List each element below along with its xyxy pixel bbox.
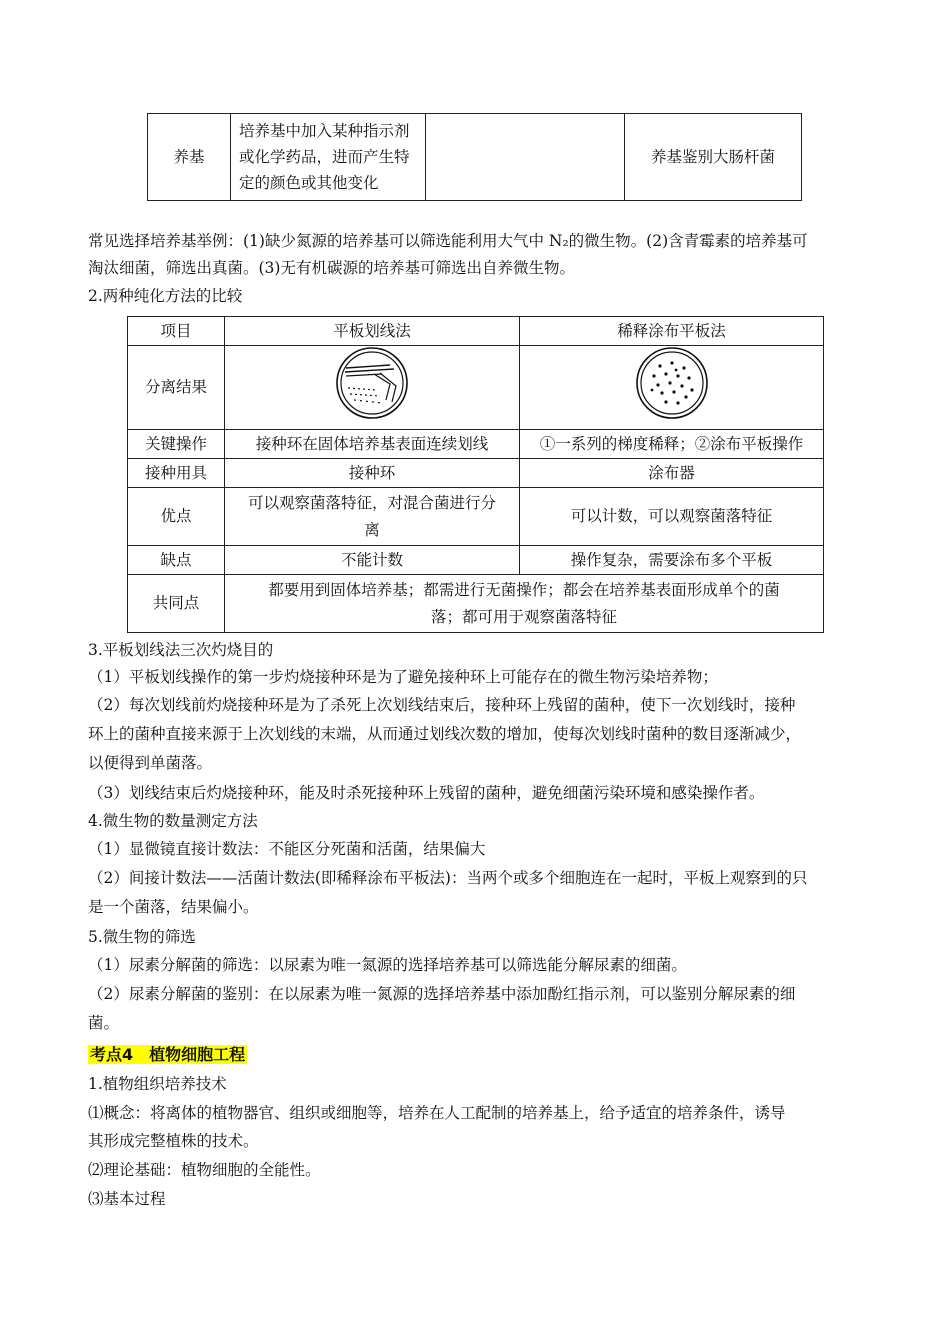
plant-title: 1.植物组织培养技术 xyxy=(88,1075,227,1093)
section4-title: 4.微生物的数量测定方法 xyxy=(88,812,258,830)
selective-line-1: 常见选择培养基举例：(1)缺少氮源的培养基可以筛选能利用大气中 N₂的微生物。(2)含青霉素的培养基可 xyxy=(88,232,808,250)
row-common-merged xyxy=(225,575,824,633)
principle-line-3: 定的颜色或其他变化 xyxy=(239,174,379,192)
streak-plate-image xyxy=(225,346,520,430)
top-table-cell-name: 养基 xyxy=(148,114,231,201)
principle-line-2: 或化学药品，进而产生特 xyxy=(239,148,410,166)
section5-p1: （1）尿素分解菌的筛选：以尿素为唯一氮源的选择培养基可以筛选能分解尿素的细菌。 xyxy=(88,956,687,974)
section4-p2-line-1: （2）间接计数法——活菌计数法(即稀释涂布平板法)：当两个或多个细胞连在一起时，平板上观察到的只 xyxy=(88,869,808,887)
plant-p1-line-1: ⑴概念：将离体的植物器官、组织或细胞等，培养在人工配制的培养基上，给予适宜的培养条件，诱导 xyxy=(88,1104,786,1122)
section3-p2-line-3: 以便得到单菌落。 xyxy=(88,754,213,772)
plant-p2: ⑵理论基础：植物细胞的全能性。 xyxy=(88,1161,321,1179)
spread-plate-image xyxy=(520,346,824,430)
kaodian4-heading: 考点4 植物细胞工程 xyxy=(90,1045,246,1064)
section2-title: 2.两种纯化方法的比较 xyxy=(88,287,243,305)
principle-line-1: 培养基中加入某种指示剂 xyxy=(239,122,410,140)
section3-p2-line-1: （2）每次划线前灼烧接种环是为了杀死上次划线结束后，接种环上残留的菌种，使下一次划线时，接种 xyxy=(88,696,796,714)
advantage-streak-line-2: 离 xyxy=(364,520,380,539)
row-tool-streak: 接种环 xyxy=(225,459,520,488)
row-operation-label: 关键操作 xyxy=(128,430,225,459)
row-disadvantage-streak: 不能计数 xyxy=(225,546,520,575)
row-disadvantage-label: 缺点 xyxy=(128,546,225,575)
top-table-cell-principle xyxy=(231,114,426,201)
row-tool-spread: 涂布器 xyxy=(520,459,824,488)
plant-p3: ⑶基本过程 xyxy=(88,1190,166,1208)
section3-title: 3.平板划线法三次灼烧目的 xyxy=(88,641,274,659)
common-line-1: 都要用到固体培养基；都需进行无菌操作；都会在培养基表面形成单个的菌 xyxy=(268,580,780,599)
row-advantage-spread: 可以计数，可以观察菌落特征 xyxy=(520,488,824,546)
compare-table xyxy=(127,316,824,633)
common-line-2: 落；都可用于观察菌落特征 xyxy=(430,607,617,626)
top-table-cell-example: 养基鉴别大肠杆菌 xyxy=(625,114,802,201)
section5-title: 5.微生物的筛选 xyxy=(88,928,196,946)
spread-plate-icon xyxy=(632,346,712,420)
header-streak: 平板划线法 xyxy=(225,317,520,346)
header-item: 项目 xyxy=(128,317,225,346)
row-operation-spread: ①一系列的梯度稀释；②涂布平板操作 xyxy=(520,430,824,459)
row-common-label: 共同点 xyxy=(128,575,225,633)
section4-p2-line-2: 是一个菌落，结果偏小。 xyxy=(88,898,259,916)
section3-p3: （3）划线结束后灼烧接种环，能及时杀死接种环上残留的菌种，避免细菌污染环境和感染操作者。 xyxy=(88,784,765,802)
kaodian4-heading-row xyxy=(88,1041,864,1069)
row-operation-streak: 接种环在固体培养基表面连续划线 xyxy=(225,430,520,459)
row-disadvantage-spread: 操作复杂，需要涂布多个平板 xyxy=(520,546,824,575)
header-spread: 稀释涂布平板法 xyxy=(520,317,824,346)
plant-p1-line-2: 其形成完整植株的技术。 xyxy=(88,1132,259,1150)
row-advantage-label: 优点 xyxy=(128,488,225,546)
row-tool-label: 接种用具 xyxy=(128,459,225,488)
row-advantage-streak xyxy=(225,488,520,546)
top-table-cell-empty xyxy=(426,114,625,201)
section3-p2-line-2: 环上的菌种直接来源于上次划线的末端，从而通过划线次数的增加，使每次划线时菌种的数目逐渐减少， xyxy=(88,725,802,743)
streak-plate-icon xyxy=(332,346,412,420)
section5-p2-line-2: 菌。 xyxy=(88,1014,120,1032)
top-table xyxy=(147,113,802,201)
row-result-label: 分离结果 xyxy=(128,346,225,430)
advantage-streak-line-1: 可以观察菌落特征，对混合菌进行分 xyxy=(247,493,496,512)
selective-line-2: 淘汰细菌，筛选出真菌。(3)无有机碳源的培养基可筛选出自养微生物。 xyxy=(88,259,575,277)
section4-p1: （1）显微镜直接计数法：不能区分死菌和活菌，结果偏大 xyxy=(88,840,486,858)
section3-p1: （1）平板划线操作的第一步灼烧接种环是为了避免接种环上可能存在的微生物污染培养物； xyxy=(88,668,718,686)
section5-p2-line-1: （2）尿素分解菌的鉴别：在以尿素为唯一氮源的选择培养基中添加酚红指示剂，可以鉴别分解尿素的细 xyxy=(88,985,796,1003)
